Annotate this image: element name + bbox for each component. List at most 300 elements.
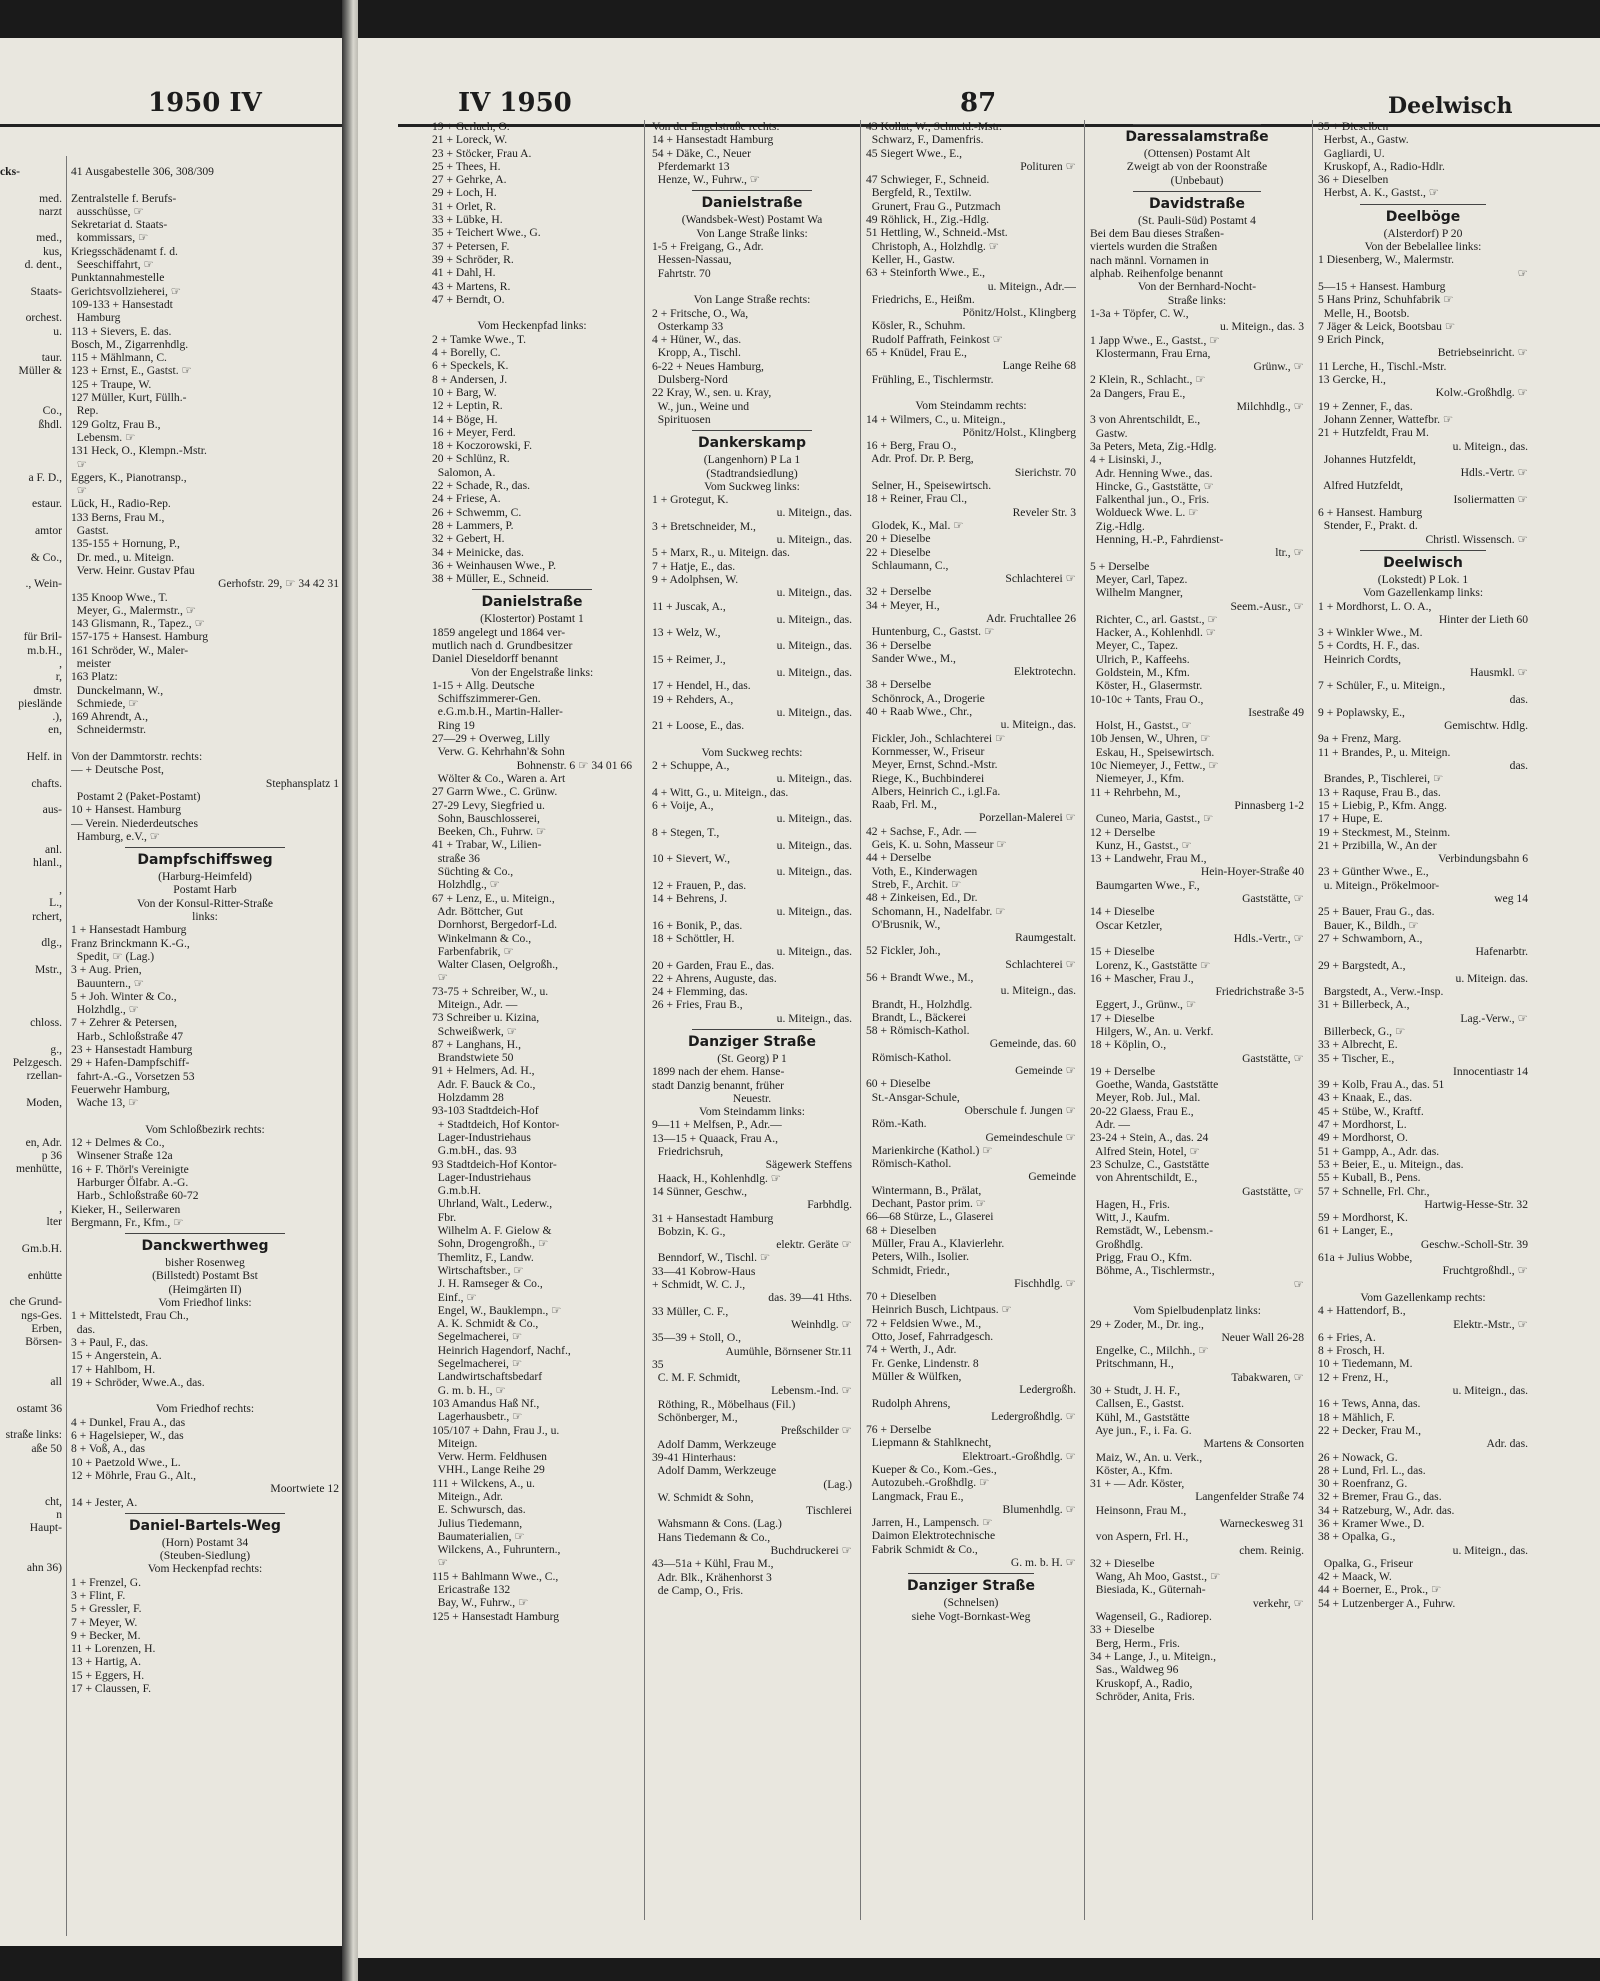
- directory-entry: 11 + Juscak, A.,: [652, 599, 726, 613]
- centered-line: Von der Bernhard-Nocht-: [1137, 280, 1257, 294]
- directory-entry: 20 + Dieselbe: [866, 532, 931, 546]
- directory-entry: Meyer, Rob. Jul., Mal.: [1090, 1091, 1201, 1105]
- directory-entry: 103 Amandus Haß Nf.,: [432, 1396, 540, 1410]
- directory-entry: [0, 1455, 62, 1468]
- directory-entry: Schweißwerk, ☞: [432, 1024, 518, 1038]
- directory-entry: 5 + Derselbe: [1090, 559, 1150, 573]
- directory-entry: 45 + Stübe, W., Kraftf.: [1318, 1104, 1424, 1118]
- directory-entry: Sekretariat d. Staats-: [71, 218, 168, 232]
- directory-entry: 19 + Zenner, F., das.: [1318, 399, 1413, 413]
- directory-entry: Glodek, K., Mal. ☞: [866, 518, 964, 532]
- continuation-line: Neuer Wall 26-28: [1221, 1330, 1304, 1344]
- directory-entry: Engel, W., Bauklempn., ☞: [432, 1303, 562, 1317]
- directory-entry: — Verein. Niederdeutsches: [71, 816, 198, 830]
- directory-entry: 38 + Opalka, G.,: [1318, 1530, 1396, 1544]
- continuation-line: Moden,: [26, 1095, 62, 1109]
- directory-entry: Müller, Frau A., Klavierlehr.: [866, 1236, 1005, 1250]
- directory-entry: Schönberger, M.,: [652, 1411, 738, 1425]
- column-divider: [1312, 120, 1313, 1920]
- street-heading: Danielstraße: [481, 594, 583, 611]
- directory-entry: 105/107 + Dahn, Frau J., u.: [432, 1423, 560, 1437]
- continuation-line: Verbindungsbahn 6: [1438, 852, 1528, 866]
- directory-entry: Sander Wwe., M.,: [866, 651, 956, 665]
- directory-entry: 157-175 + Hansest. Hamburg: [71, 630, 209, 644]
- directory-entry: 4 + Dunkel, Frau A., das: [71, 1415, 186, 1429]
- directory-entry: Johannes Hutzfeldt,: [1318, 452, 1416, 466]
- continuation-line: u. Miteign., das.: [776, 705, 852, 719]
- directory-entry: 143 Glismann, R., Tapez., ☞: [71, 617, 205, 631]
- continuation-line: dmstr.: [33, 683, 62, 697]
- continuation-line: Fruchtgroßhdl., ☞: [1442, 1264, 1528, 1278]
- continuation-line: Friedrichstraße 3-5: [1215, 985, 1304, 999]
- street-heading: Danielstraße: [701, 195, 803, 212]
- directory-entry: 131 Heck, O., Klempn.-Mstr.: [71, 444, 207, 458]
- directory-entry: 61a + Julius Wobbe,: [1318, 1251, 1413, 1265]
- directory-entry: 14 + Böge, H.: [432, 412, 498, 426]
- directory-entry: [866, 386, 1076, 399]
- continuation-line: u. Miteign., das.: [776, 533, 852, 547]
- directory-entry: 6-22 + Neues Hamburg,: [652, 359, 764, 373]
- column-3: [866, 120, 1076, 1623]
- directory-entry: 23 + Hansestadt Hamburg: [71, 1043, 193, 1056]
- centered-line: (Heimgärten II): [168, 1282, 242, 1296]
- directory-entry: 16 + Mascher, Frau J.,: [1090, 971, 1194, 985]
- directory-entry: Bauer, K., Bildh., ☞: [1318, 918, 1419, 932]
- directory-entry: Lager-Industriehaus: [432, 1130, 531, 1144]
- directory-entry: Lorenz, K., Gaststätte ☞: [1090, 958, 1211, 972]
- directory-entry: Bobzin, K. G.,: [652, 1224, 726, 1238]
- directory-entry: [0, 1535, 62, 1548]
- directory-entry: 8 + Stegen, T.,: [652, 825, 720, 839]
- directory-entry: 29 + Loch, H.: [432, 186, 497, 200]
- continuation-line: anl.: [44, 843, 62, 857]
- directory-entry: 35 + Dieselben: [1318, 120, 1389, 133]
- centered-line: (Alsterdorf) P 20: [1383, 226, 1463, 240]
- directory-entry: 16 + Bonik, P., das.: [652, 918, 743, 932]
- directory-entry: Lebensm. ☞: [71, 430, 136, 444]
- directory-entry: 9 + Poplawsky, E.,: [1318, 705, 1405, 719]
- continuation-line: elektr. Geräte ☞: [776, 1238, 852, 1252]
- directory-entry: Wilckens, A., Fuhruntern.,: [432, 1543, 561, 1557]
- directory-entry: 11 + Brandes, P., u. Miteign.: [1318, 745, 1451, 759]
- directory-entry: Rudolph Ahrens,: [866, 1396, 951, 1410]
- directory-entry: A. K. Schmidt & Co.,: [432, 1317, 539, 1331]
- directory-entry: 43—51a + Kühl, Frau M.,: [652, 1557, 774, 1571]
- directory-entry: [0, 817, 62, 830]
- directory-entry: Bei dem Bau dieses Straßen-: [1090, 227, 1224, 241]
- continuation-line: orchest.: [25, 311, 62, 325]
- centered-line: (Unbebaut): [1170, 173, 1224, 187]
- directory-entry: 12 + Leptin, R.: [432, 399, 503, 413]
- left-column: [71, 165, 339, 1695]
- directory-entry: Callsen, E., Gastst.: [1090, 1397, 1185, 1411]
- directory-entry: 27 + Schwamborn, A.,: [1318, 931, 1423, 945]
- directory-entry: [1090, 1291, 1304, 1304]
- directory-entry: Schmidt, Friedr.,: [866, 1263, 950, 1277]
- centered-line: (St. Georg) P 1: [717, 1052, 787, 1065]
- continuation-line: u. Miteign., Adr.—: [987, 279, 1076, 293]
- directory-entry: [0, 458, 62, 471]
- continuation-line: u. Miteign., das.: [1452, 1384, 1528, 1398]
- directory-entry: 44 + Boerner, E., Prok., ☞: [1318, 1583, 1442, 1597]
- directory-entry: 9 + Becker, M.: [71, 1628, 141, 1642]
- continuation-line: ☞: [1517, 266, 1528, 280]
- directory-entry: Sohn, Bauschlosserei,: [432, 811, 540, 825]
- directory-entry: Autozubeh.-Großhdlg. ☞: [866, 1476, 990, 1490]
- directory-entry: 34 + Ratzeburg, W., Adr. das.: [1318, 1503, 1455, 1517]
- directory-entry: 44 + Derselbe: [866, 851, 932, 865]
- continuation-line: u. Miteign., das.: [1000, 718, 1076, 732]
- directory-entry: 1-3a + Töpfer, C. W.,: [1090, 306, 1189, 320]
- directory-entry: 33 + Dieselbe: [1090, 1623, 1155, 1637]
- directory-entry: [652, 280, 852, 293]
- directory-entry: Kunz, H., Gastst., ☞: [1090, 838, 1192, 852]
- directory-entry: 6 + Hagelsieper, W., das: [71, 1429, 184, 1443]
- left-page: [0, 38, 342, 1946]
- directory-entry: 1 + Hansestadt Hamburg: [71, 923, 187, 937]
- directory-entry: Jarren, H., Lampensch. ☞: [866, 1516, 993, 1530]
- directory-entry: kommissars, ☞: [71, 231, 149, 245]
- continuation-line: Hdls.-Vertr. ☞: [1460, 466, 1528, 480]
- directory-entry: 36 + Weinhausen Wwe., P.: [432, 558, 556, 572]
- directory-entry: 11 Lerche, H., Tischl.-Mstr.: [1318, 359, 1447, 373]
- directory-entry: E. Schwursch, das.: [432, 1503, 526, 1517]
- directory-entry: Lück, H., Radio-Rep.: [71, 497, 171, 511]
- directory-entry: Herbst, A., Gastw.: [1318, 133, 1409, 147]
- directory-entry: 34 + Meinicke, das.: [432, 545, 524, 559]
- directory-entry: 135 Knoop Wwe., T.: [71, 590, 168, 604]
- directory-entry: Eskau, H., Speisewirtsch.: [1090, 745, 1215, 759]
- continuation-line: ßhdl.: [38, 417, 62, 431]
- centered-line: Vom Heckenpfad links:: [477, 319, 587, 333]
- directory-entry: Cuneo, Maria, Gastst., ☞: [1090, 812, 1214, 826]
- continuation-line: Raumgestalt.: [1015, 931, 1076, 945]
- directory-entry: 22 + Dieselbe: [866, 545, 931, 559]
- directory-entry: [0, 1481, 62, 1494]
- directory-entry: 43 + Knaak, E., das.: [1318, 1091, 1413, 1105]
- continuation-line: u. Miteign., das.: [776, 945, 852, 959]
- directory-entry: 87 + Langhans, H.,: [432, 1037, 521, 1051]
- directory-entry: 10 + Hansest. Hamburg: [71, 803, 182, 817]
- continuation-line: u. Miteign., das.: [776, 665, 852, 679]
- directory-entry: 3 + Flint, F.: [71, 1588, 126, 1602]
- directory-entry: 70 + Dieselben: [866, 1290, 937, 1304]
- directory-entry: 115 + Mählmann, C.: [71, 351, 167, 365]
- continuation-line: u.: [53, 324, 62, 338]
- continuation-line: u. Miteign., das. 3: [1219, 320, 1304, 334]
- continuation-line: m.b.H.,: [27, 643, 62, 657]
- directory-entry: 31 + Billerbeck, A.,: [1318, 998, 1410, 1012]
- directory-entry: 25 + Bauer, Frau G., das.: [1318, 905, 1435, 919]
- directory-entry: 47 Schwieger, F., Schneid.: [866, 173, 990, 187]
- continuation-line: taur.: [41, 351, 62, 365]
- directory-entry: 93 Stadtdeich-Hof Kontor-: [432, 1157, 557, 1171]
- continuation-line: kus,: [42, 244, 62, 258]
- page-number: 87: [960, 88, 997, 118]
- directory-entry: + Stadtdeich, Hof Kontor-: [432, 1117, 560, 1131]
- continuation-line: Hafenarbtr.: [1475, 945, 1528, 959]
- centered-line: Zweigt ab von der Roonstraße: [1126, 160, 1268, 174]
- directory-entry: 72 + Feldsien Wwe., M.,: [866, 1316, 982, 1330]
- continuation-line: Langenfelder Straße 74: [1195, 1490, 1304, 1504]
- directory-entry: Wagenseil, G., Radiorep.: [1090, 1610, 1212, 1624]
- directory-entry: Kriegsschädenamt f. d.: [71, 244, 178, 258]
- directory-entry: Gerichtsvollzieherei, ☞: [71, 284, 182, 298]
- directory-entry: [0, 591, 62, 604]
- directory-entry: Christoph, A., Holzhdlg. ☞: [866, 239, 1000, 253]
- directory-entry: 12 + Frauen, P., das.: [652, 878, 747, 892]
- directory-entry: 51 + Gampp, A., Adr. das.: [1318, 1144, 1440, 1158]
- directory-entry: 7 Jäger & Leick, Bootsbau ☞: [1318, 319, 1456, 333]
- directory-entry: [0, 790, 62, 803]
- directory-entry: Billerbeck, G., ☞: [1318, 1025, 1406, 1038]
- directory-entry: 2 + Tamke Wwe., T.: [432, 332, 527, 346]
- directory-entry: Spedit, ☞ (Lag.): [71, 949, 155, 963]
- directory-entry: 23 + Günther Wwe., E.,: [1318, 865, 1429, 879]
- directory-entry: [0, 271, 62, 284]
- directory-entry: [0, 178, 62, 191]
- directory-entry: Winsener Straße 12a: [71, 1149, 173, 1163]
- continuation-line: a F. D.,: [28, 470, 62, 484]
- directory-entry: [0, 484, 62, 497]
- directory-entry: Köster, A., Kfm.: [1090, 1463, 1173, 1477]
- directory-entry: 19 + Schröder, Wwe.A., das.: [71, 1375, 205, 1389]
- directory-entry: Haack, H., Kohlenhdlg. ☞: [652, 1171, 782, 1185]
- directory-entry: Franz Brinckmann K.-G.,: [71, 936, 190, 950]
- directory-entry: 11 + Lorenzen, H.: [71, 1642, 156, 1656]
- directory-entry: [0, 604, 62, 617]
- directory-entry: O'Brusnik, W.,: [866, 917, 941, 931]
- directory-entry: Bauuntern., ☞: [71, 976, 145, 990]
- directory-entry: Pritschmann, H.,: [1090, 1357, 1174, 1371]
- continuation-line: Tabakwaren, ☞: [1231, 1370, 1304, 1384]
- directory-entry: Bargstedt, A., Verw.-Insp.: [1318, 985, 1444, 999]
- continuation-line: Polituren ☞: [1020, 159, 1076, 173]
- continuation-line: Buchdruckerei ☞: [770, 1543, 852, 1557]
- directory-entry: 68 + Dieselben: [866, 1223, 937, 1237]
- continuation-line: Christl. Wissensch. ☞: [1425, 532, 1528, 546]
- directory-entry: 20-22 Glaess, Frau E.,: [1090, 1104, 1194, 1118]
- directory-entry: Hagen, H., Fris.: [1090, 1197, 1170, 1211]
- left-head-rule: [0, 124, 342, 127]
- directory-entry: Hessen-Nassau,: [652, 253, 732, 267]
- section-rule: [472, 589, 592, 590]
- directory-entry: Schlaumann, C.,: [866, 558, 949, 572]
- directory-entry: 12 + Möhrle, Frau G., Alt.,: [71, 1468, 197, 1482]
- directory-entry: [0, 298, 62, 311]
- directory-entry: 13 Gercke, H.,: [1318, 373, 1386, 387]
- directory-entry: 12 + Derselbe: [1090, 825, 1156, 839]
- continuation-line: Elektr.-Mstr., ☞: [1453, 1317, 1528, 1331]
- directory-entry: Segelmacherei, ☞: [432, 1357, 523, 1371]
- directory-entry: Postamt 2 (Paket-Postamt): [71, 789, 201, 803]
- directory-entry: Adr. Blk., Krähenhorst 3: [652, 1570, 772, 1584]
- continuation-line: u. Miteign. das.: [1455, 971, 1528, 985]
- continuation-line: p 36: [41, 1148, 62, 1162]
- continuation-line: Ledergroßhdlg. ☞: [991, 1409, 1076, 1423]
- directory-entry: Landwirtschaftsbedarf: [432, 1370, 543, 1384]
- continuation-line: Hdls.-Vertr., ☞: [1233, 931, 1304, 945]
- continuation-line: Pinnasberg 1-2: [1234, 798, 1304, 812]
- continuation-line: Tischlerei: [806, 1504, 852, 1518]
- directory-entry: 3 + Aug. Prien,: [71, 963, 142, 977]
- directory-entry: Julius Tiedemann,: [432, 1516, 523, 1530]
- directory-entry: 6 + Hansest. Hamburg: [1318, 506, 1423, 520]
- directory-entry: 18 + Schöttler, H.: [652, 931, 735, 945]
- directory-entry: 15 + Liebig, P., Kfm. Angg.: [1318, 798, 1447, 812]
- continuation-line: Martens & Consorten: [1203, 1437, 1304, 1451]
- continuation-line: Lange Reihe 68: [1002, 359, 1076, 373]
- continuation-line: Gemeinde, das. 60: [989, 1037, 1076, 1051]
- continuation-line: Moortwiete 12: [270, 1482, 339, 1496]
- directory-entry: Daniel Dieseldorff benannt: [432, 652, 558, 666]
- directory-entry: Harburger Ölfabr. A.-G.: [71, 1175, 189, 1189]
- directory-entry: viertels wurden die Straßen: [1090, 240, 1218, 254]
- directory-entry: Geis, K. u. Sohn, Masseur ☞: [866, 838, 1007, 852]
- centered-line: Straße links:: [1167, 293, 1227, 307]
- directory-entry: Dunckelmann, W.,: [71, 683, 164, 697]
- directory-entry: Müller & Wülfken,: [866, 1369, 962, 1383]
- directory-entry: 35: [652, 1357, 664, 1371]
- directory-entry: [0, 1548, 62, 1561]
- directory-entry: Bosch, M., Zigarrenhdlg.: [71, 337, 189, 351]
- directory-entry: 36 + Derselbe: [866, 638, 932, 652]
- continuation-line: Pelzgesch.: [12, 1055, 62, 1069]
- directory-entry: 27-29 Levy, Siegfried u.: [432, 798, 545, 812]
- directory-entry: 22 Kray, W., sen. u. Kray,: [652, 386, 772, 400]
- directory-entry: 10 + Barg, W.: [432, 385, 497, 399]
- directory-entry: 19 + Gerlach, O.: [432, 120, 510, 133]
- centered-line: (Horn) Postamt 34: [161, 1535, 249, 1549]
- directory-entry: 10b Jensen, W., Uhren, ☞: [1090, 732, 1211, 746]
- directory-entry: Aye jun., F., i. Fa. G.: [1090, 1423, 1192, 1437]
- section-rule: [125, 1513, 286, 1514]
- directory-entry: Woldueck Wwe. L. ☞: [1090, 506, 1199, 520]
- directory-entry: 40 + Raab Wwe., Chr.,: [866, 705, 973, 719]
- continuation-line: Gm.b.H.: [21, 1242, 62, 1256]
- continuation-line: das.: [1509, 692, 1528, 706]
- continuation-line: u. Miteign., das.: [776, 506, 852, 520]
- directory-entry: 57 + Schnelle, Frl. Chr.,: [1318, 1184, 1430, 1198]
- directory-entry: 1 + Grotegut, K.: [652, 493, 729, 507]
- directory-entry: 19 + Steckmest, M., Steinm.: [1318, 825, 1451, 839]
- directory-entry: Zentralstelle f. Berufs-: [71, 191, 177, 205]
- directory-entry: Osterkamp 33: [652, 319, 724, 333]
- directory-entry: Albers, Heinrich C., i.gl.Fa.: [866, 784, 1001, 798]
- directory-entry: Friedrichs, E., Heißm.: [866, 292, 975, 306]
- directory-entry: Feuerwehr Hamburg,: [71, 1082, 170, 1096]
- directory-entry: 58 + Römisch-Kathol.: [866, 1024, 970, 1038]
- street-heading: Danckwerthweg: [141, 1238, 269, 1255]
- continuation-line: Warneckesweg 31: [1219, 1516, 1304, 1530]
- directory-entry: C. M. F. Schmidt,: [652, 1371, 741, 1385]
- continuation-line: Isestraße 49: [1248, 705, 1304, 719]
- directory-entry: 6 + Speckels, K.: [432, 359, 509, 373]
- continuation-line: hlanl.,: [33, 856, 62, 870]
- directory-entry: Opalka, G., Friseur: [1318, 1556, 1413, 1570]
- continuation-line: Elektroart.-Großhdlg. ☞: [962, 1449, 1076, 1463]
- directory-entry: Johann Zenner, Wattefbr. ☞: [1318, 412, 1454, 426]
- directory-entry: W., jun., Weine und: [652, 399, 750, 413]
- continuation-line: Helf. in: [26, 750, 62, 764]
- continuation-line: Adr. Fruchtallee 26: [986, 611, 1076, 625]
- directory-entry: Voth, E., Kinderwagen: [866, 864, 978, 878]
- directory-entry: 161 Schröder, W., Maler-: [71, 643, 189, 657]
- continuation-line: u. Miteign., das.: [776, 905, 852, 919]
- continuation-line: ltr., ☞: [1275, 546, 1304, 560]
- centered-line: Vom Friedhof links:: [158, 1296, 252, 1310]
- directory-entry: Dornhorst, Bergedorf-Ld.: [432, 918, 558, 932]
- centered-line: Von Lange Straße rechts:: [693, 293, 811, 307]
- continuation-line: & Co.,: [30, 550, 62, 564]
- directory-entry: Rep.: [71, 404, 99, 418]
- directory-entry: Fabrik Schmidt & Co.,: [866, 1542, 978, 1556]
- directory-entry: 4 + Borelly, C.: [432, 346, 501, 360]
- centered-line: Von der Engelstraße links:: [470, 665, 594, 679]
- continuation-line: ngs-Ges.: [21, 1308, 62, 1322]
- directory-entry: Liepmann & Stahlknecht,: [866, 1436, 992, 1450]
- directory-entry: 5 + Joh. Winter & Co.,: [71, 989, 177, 1003]
- directory-entry: Ericastraße 132: [432, 1583, 511, 1597]
- directory-entry: Hincke, G., Gaststätte, ☞: [1090, 479, 1215, 493]
- directory-entry: Adr. Böttcher, Gut: [432, 904, 523, 918]
- directory-entry: 14 + Jester, A.: [71, 1495, 138, 1509]
- directory-entry: Holzhdlg., ☞: [71, 1003, 140, 1017]
- directory-entry: Baumgarten Wwe., F.,: [1090, 878, 1200, 892]
- section-rule: [1360, 550, 1486, 551]
- directory-entry: 35 + Teichert Wwe., G.: [432, 226, 541, 240]
- continuation-line: ,: [59, 883, 62, 897]
- directory-entry: 42 + Maack, W.: [1318, 1570, 1392, 1584]
- directory-entry: 10-10c + Tants, Frau O.,: [1090, 692, 1204, 706]
- directory-entry: [71, 1389, 339, 1402]
- directory-entry: [0, 976, 62, 989]
- directory-entry: 43 + Martens, R.: [432, 279, 511, 293]
- continuation-line: Weinhdlg. ☞: [791, 1317, 852, 1331]
- centered-line: (Billstedt) Postamt Bst: [152, 1269, 258, 1283]
- directory-entry: Wahsmann & Cons. (Lag.): [652, 1517, 782, 1531]
- directory-entry: Herbst, A. K., Gastst., ☞: [1318, 186, 1440, 200]
- directory-entry: Adr. Henning Wwe., das.: [1090, 466, 1213, 480]
- directory-entry: 23-24 + Stein, A., das. 24: [1090, 1131, 1209, 1145]
- directory-entry: St.-Ansgar-Schule,: [866, 1090, 960, 1104]
- directory-entry: Niemeyer, J., Kfm.: [1090, 772, 1185, 786]
- centered-line: (Harburg-Heimfeld): [158, 870, 252, 884]
- continuation-line: Hinter der Lieth 60: [1438, 612, 1528, 626]
- continuation-line: Hartwig-Hesse-Str. 32: [1424, 1197, 1528, 1211]
- directory-entry: e.G.m.b.H., Martin-Haller-: [432, 705, 563, 719]
- directory-entry: 26 + Schwemm, C.: [432, 505, 522, 519]
- directory-entry: [71, 1109, 339, 1122]
- centered-line: Von der Konsul-Ritter-Straße: [136, 896, 274, 910]
- directory-entry: G.m.bH., das. 93: [432, 1144, 517, 1158]
- directory-entry: Kruskopf, A., Radio-Hdlr.: [1318, 159, 1445, 173]
- directory-entry: [0, 537, 62, 550]
- directory-entry: 76 + Derselbe: [866, 1423, 932, 1437]
- directory-entry: 39 + Schröder, R.: [432, 252, 514, 266]
- directory-entry: 8 + Andersen, J.: [432, 372, 508, 386]
- directory-entry: 53 + Beier, E., u. Miteign., das.: [1318, 1157, 1464, 1171]
- centered-line: Vom Suckweg rechts:: [701, 745, 803, 759]
- directory-entry: Punktannahmestelle: [71, 271, 165, 285]
- centered-line: Vom Heckenpfad rechts:: [147, 1562, 263, 1576]
- directory-entry: 30 + Roenfranz, G.: [1318, 1477, 1408, 1491]
- directory-entry: [0, 511, 62, 524]
- directory-entry: 29 + Hafen-Dampfschiff-: [71, 1056, 190, 1070]
- continuation-line: med.,: [36, 231, 62, 245]
- directory-entry: 66—68 Stürze, L., Glaserei: [866, 1210, 994, 1224]
- continuation-line: rzellan-: [26, 1069, 62, 1083]
